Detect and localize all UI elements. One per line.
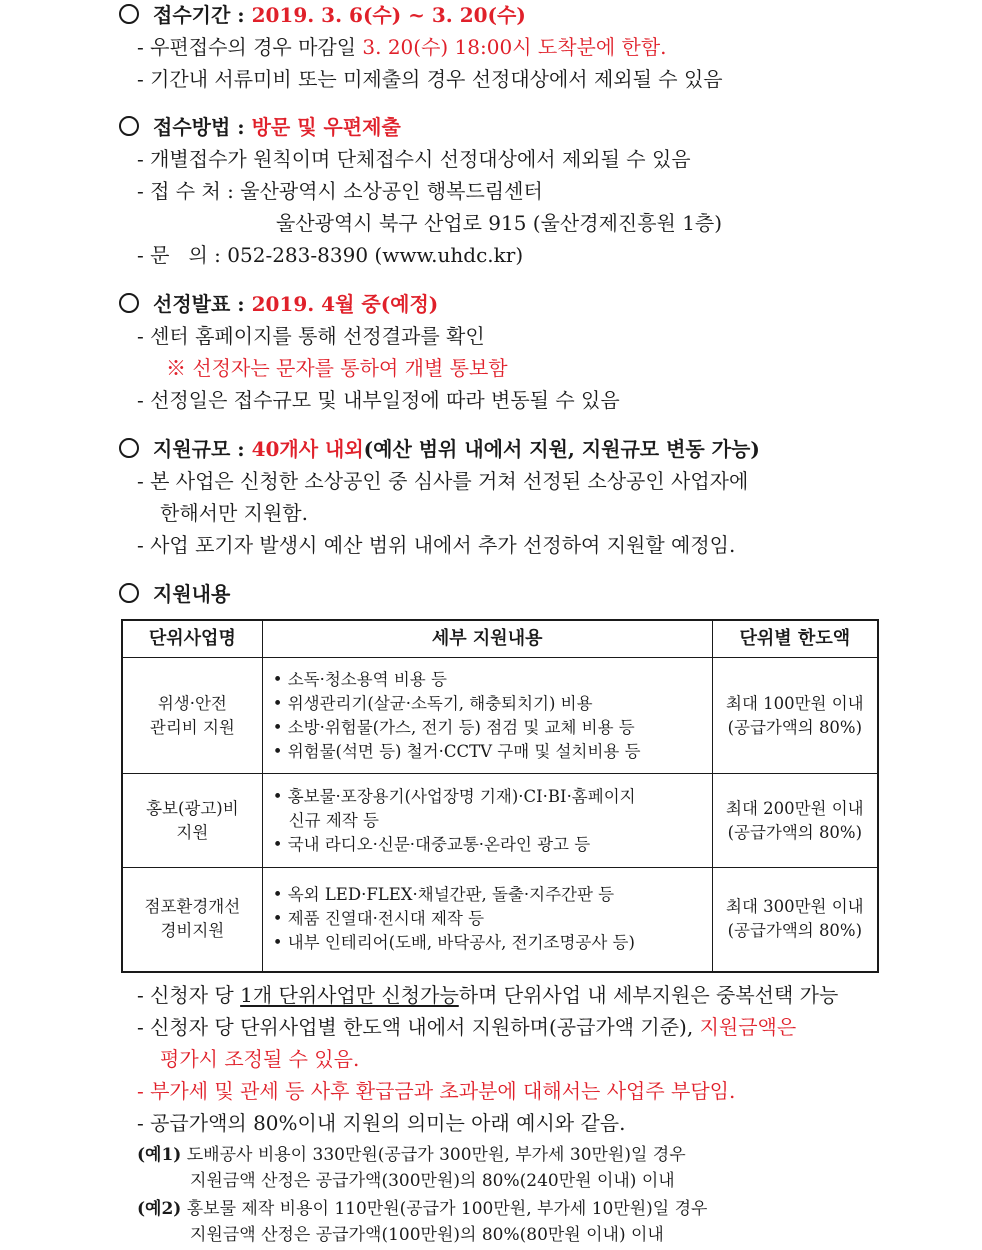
note-eighty-percent: - 공급가액의 80%이내 지원의 의미는 아래 예시와 같음. [137,1111,626,1135]
scale-value: 40개사 내외 [251,437,364,461]
reception-note-1 [137,33,667,61]
header-limit: 단위별 한도액 [712,620,878,658]
detail-item: • 옥외 LED·FLEX·채널간판, 돌출·지주간판 등 [273,883,704,907]
section-reception-period [119,1,526,29]
example-text: 홍보물 제작 비용이 110만원(공급가 100만원, 부가세 10만원)일 경우 [181,1199,708,1219]
example-label: (예2) [137,1199,182,1219]
note-limit [137,1013,796,1041]
note-text: - 신청자 당 단위사업별 한도액 내에서 지원하며(공급가액 기준), [137,1015,700,1039]
example-1-calc: 지원금액 산정은 공급가액(300만원)의 80%(240만원 이내) 이내 [190,1171,675,1191]
example-1 [137,1143,686,1167]
detail-item-continuation: 신규 제작 등 [288,810,379,830]
unit-name-line: 관리비 지원 [149,717,235,737]
circle-bullet-icon [119,438,139,458]
limit-amount: 최대 200만원 이내 [726,798,864,818]
detail-item: • 위생관리기(살균·소독기, 해충퇴치기) 비용 [273,692,704,716]
unit-name [122,774,262,868]
unit-name-line: 점포환경개선 [144,897,241,917]
detail-item: • 내부 인테리어(도배, 바닥공사, 전기조명공사 등) [273,931,704,955]
note-underlined: 1개 단위사업만 신청가능 [240,983,459,1007]
detail-item: • 소방·위험물(가스, 전기 등) 점검 및 교체 비용 등 [273,716,704,740]
announcement-value: 2019. 4월 중(예정) [251,292,439,316]
note-text: 하며 단위사업 내 세부지원은 중복선택 가능 [458,983,839,1007]
note-limit-cont: 평가시 조정될 수 있음. [160,1047,360,1071]
scale-note-1b: 한해서만 지원함. [160,501,308,525]
section-label: 지원내용 [153,582,231,606]
section-label: 선정발표 : [153,292,252,316]
limit-basis: (공급가액의 80%) [727,717,863,737]
note-single-unit [137,981,838,1009]
deadline-text: 3. 20(수) 18:00시 도착분에 한함. [362,35,667,59]
reception-period-value: 2019. 3. 6(수) ~ 3. 20(수) [251,3,526,27]
section-label: 접수방법 : [153,115,252,139]
section-scale [119,435,760,463]
reception-place [137,177,543,205]
place-label: - 접 수 처 : [137,179,241,203]
limit-basis: (공급가액의 80%) [727,921,863,941]
limit-cell [712,774,878,868]
limit-basis: (공급가액의 80%) [727,822,863,842]
section-label: 접수기간 : [153,3,252,27]
note-red-text: 지원금액은 [699,1015,797,1039]
limit-cell [712,868,878,972]
detail-item: • 제품 진열대·전시대 제작 등 [273,907,704,931]
example-text: 도배공사 비용이 330만원(공급가 300만원, 부가세 30만원)일 경우 [181,1145,686,1165]
table-header-row [122,620,878,658]
unit-name [122,658,262,774]
example-2-calc: 지원금액 산정은 공급가액(100만원)의 80%(80만원 이내) 이내 [190,1225,664,1245]
example-label: (예1) [137,1145,182,1165]
table-row [122,658,878,774]
unit-name-line: 지원 [176,822,209,842]
detail-cell [262,868,712,972]
section-announcement [119,290,438,318]
scale-note-1a: - 본 사업은 신청한 소상공인 중 심사를 거쳐 선정된 소상공인 사업자에 [137,469,749,493]
reception-note-2: - 기간내 서류미비 또는 미제출의 경우 선정대상에서 제외될 수 있음 [137,67,723,91]
circle-bullet-icon [119,4,139,24]
detail-cell [262,658,712,774]
unit-name-line: 홍보(광고)비 [146,798,239,818]
reception-address: 울산광역시 북구 산업로 915 (울산경제진흥원 1층) [276,211,723,235]
announcement-note-3: - 선정일은 접수규모 및 내부일정에 따라 변동될 수 있음 [137,388,620,412]
detail-item: • 위험물(석면 등) 철거·CCTV 구매 및 설치비용 등 [273,740,704,764]
method-note-1: - 개별접수가 원칙이며 단체접수시 선정대상에서 제외될 수 있음 [137,147,691,171]
unit-name-line: 경비지원 [160,921,225,941]
example-2 [137,1197,707,1221]
announcement-note-2: ※ 선정자는 문자를 통하여 개별 통보함 [166,356,508,380]
note-text: - 신청자 당 [137,983,241,1007]
unit-name-line: 위생·안전 [157,693,227,713]
limit-amount: 최대 100만원 이내 [726,693,864,713]
table-row [122,868,878,972]
header-unit: 단위사업명 [122,620,262,658]
header-detail: 세부 지원내용 [262,620,712,658]
table-row [122,774,878,868]
section-content [119,580,230,608]
note-vat: - 부가세 및 관세 등 사후 환급금과 초과분에 대해서는 사업주 부담임. [137,1079,736,1103]
contact-line: - 문 의 : 052-283-8390 (www.uhdc.kr) [137,243,524,267]
circle-bullet-icon [119,293,139,313]
limit-amount: 최대 300만원 이내 [726,897,864,917]
scale-note-2: - 사업 포기자 발생시 예산 범위 내에서 추가 선정하여 지원할 예정임. [137,533,736,557]
detail-item: • 소독·청소용역 비용 등 [273,668,704,692]
reception-method-value: 방문 및 우편제출 [251,115,401,139]
announcement-note-1: - 센터 홈페이지를 통해 선정결과를 확인 [137,324,485,348]
note-text: - 우편접수의 경우 마감일 [137,35,363,59]
unit-name [122,868,262,972]
circle-bullet-icon [119,116,139,136]
detail-item: • 국내 라디오·신문·대중교통·온라인 광고 등 [273,833,704,857]
limit-cell [712,658,878,774]
detail-cell [262,774,712,868]
place-name: 울산광역시 소상공인 행복드림센터 [240,179,543,203]
section-reception-method [119,113,401,141]
section-label: 지원규모 : [153,437,252,461]
scale-value-detail: (예산 범위 내에서 지원, 지원규모 변동 가능) [363,437,760,461]
circle-bullet-icon [119,583,139,603]
support-table [121,619,879,973]
detail-item: • 홍보물·포장용기(사업장명 기재)·CI·BI·홈페이지 [273,785,704,809]
